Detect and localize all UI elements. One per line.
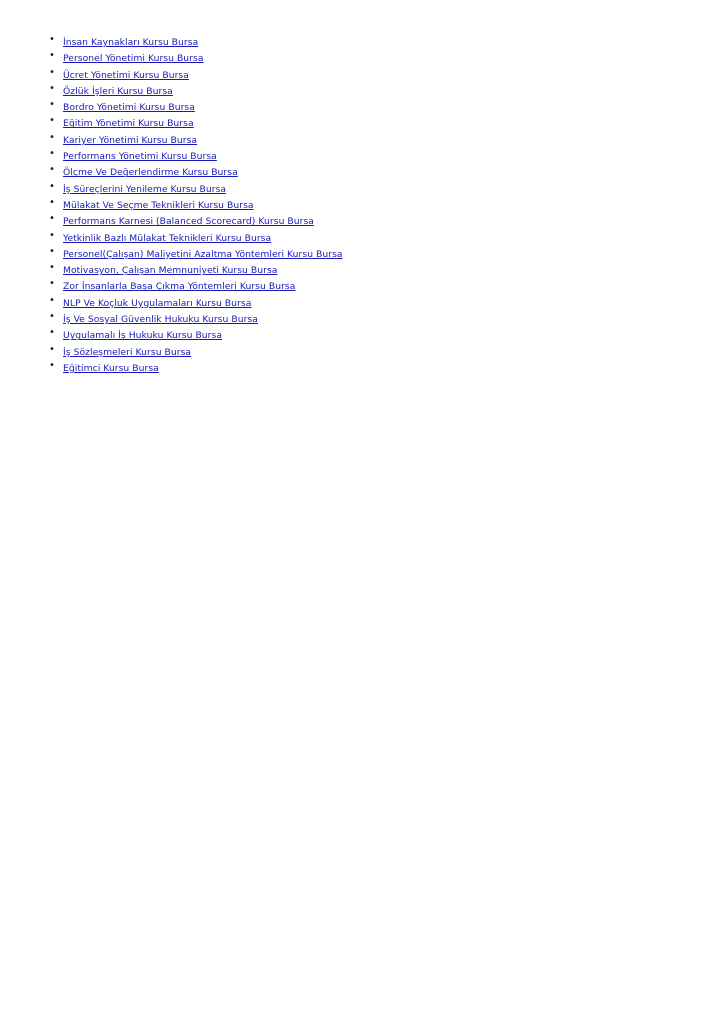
list-item [49,358,343,374]
bullet-icon: • [49,34,55,45]
bullet-icon: • [49,99,55,111]
list-item [49,325,343,341]
bullet-icon: • [49,311,55,323]
list-item [49,211,343,227]
bullet-icon: • [49,196,55,208]
bullet-icon: • [49,327,55,339]
course-link[interactable]: Performans Yönetimi Kursu Bursa [63,151,217,163]
list-item [49,97,343,113]
list-item [49,309,343,325]
list-item [49,260,343,276]
bullet-icon: • [49,50,55,62]
course-link[interactable]: Ölçme Ve Değerlendirme Kursu Bursa [63,167,238,179]
list-item [49,293,343,309]
course-link[interactable]: Motivasyon, Çalışan Memnuniyeti Kursu Bursa [63,265,278,277]
course-link[interactable]: İnsan Kaynakları Kursu Bursa [63,37,199,48]
course-link[interactable]: Personel Yönetimi Kursu Bursa [63,53,204,65]
bullet-icon: • [49,213,55,225]
bullet-icon: • [49,359,55,371]
bullet-icon: • [49,294,55,306]
course-link[interactable]: Personel(Çalışan) Maliyetini Azaltma Yöntemleri Kursu Bursa [63,248,343,260]
bullet-icon: • [49,245,55,257]
bullet-icon: • [49,164,55,176]
list-item [49,65,343,81]
list-item [49,32,343,48]
list-item [49,179,343,195]
course-link[interactable]: İş Süreçlerini Yenileme Kursu Bursa [63,183,227,195]
list-item [49,113,343,129]
course-link[interactable]: Ücret Yönetimi Kursu Bursa [63,69,189,81]
bullet-icon: • [49,148,55,160]
bullet-icon: • [49,343,55,355]
course-link[interactable]: Mülakat Ve Seçme Teknikleri Kursu Bursa [63,199,254,211]
list-item [49,195,343,211]
bullet-icon: • [49,278,55,290]
course-link[interactable]: Eğitim Yönetimi Kursu Bursa [63,118,194,130]
list-item [49,244,343,260]
list-item [49,228,343,244]
course-link[interactable]: Performans Karnesi (Balanced Scorecard) Kursu Bursa [63,216,314,228]
course-link[interactable]: Eğitimci Kursu Bursa [63,362,159,374]
list-item [49,162,343,178]
course-link[interactable]: Kariyer Yönetimi Kursu Bursa [63,134,198,146]
bullet-icon: • [49,66,55,78]
course-link[interactable]: İş Sözleşmeleri Kursu Bursa [63,346,192,358]
bullet-icon: • [49,115,55,127]
course-link[interactable]: Zor İnsanlarla Başa Çıkma Yöntemleri Kursu Bursa [63,281,296,293]
course-link-list [49,32,343,374]
list-item [49,130,343,146]
list-item [49,146,343,162]
list-item [49,81,343,97]
course-link[interactable]: İş Ve Sosyal Güvenlik Hukuku Kursu Bursa [63,314,258,326]
bullet-icon: • [49,131,55,143]
course-link[interactable]: Bordro Yönetimi Kursu Bursa [63,102,195,114]
list-item [49,48,343,64]
course-link[interactable]: NLP Ve Koçluk Uygulamaları Kursu Bursa [63,297,252,309]
bullet-icon: • [49,262,55,274]
list-item [49,342,343,358]
course-link[interactable]: Özlük İşleri Kursu Bursa [63,85,173,97]
bullet-icon: • [49,82,55,94]
bullet-icon: • [49,229,55,241]
list-item [49,276,343,292]
bullet-icon: • [49,180,55,192]
course-link[interactable]: Uygulamalı İş Hukuku Kursu Bursa [63,330,223,342]
course-link[interactable]: Yetkinlik Bazlı Mülakat Teknikleri Kursu Bursa [63,232,272,244]
